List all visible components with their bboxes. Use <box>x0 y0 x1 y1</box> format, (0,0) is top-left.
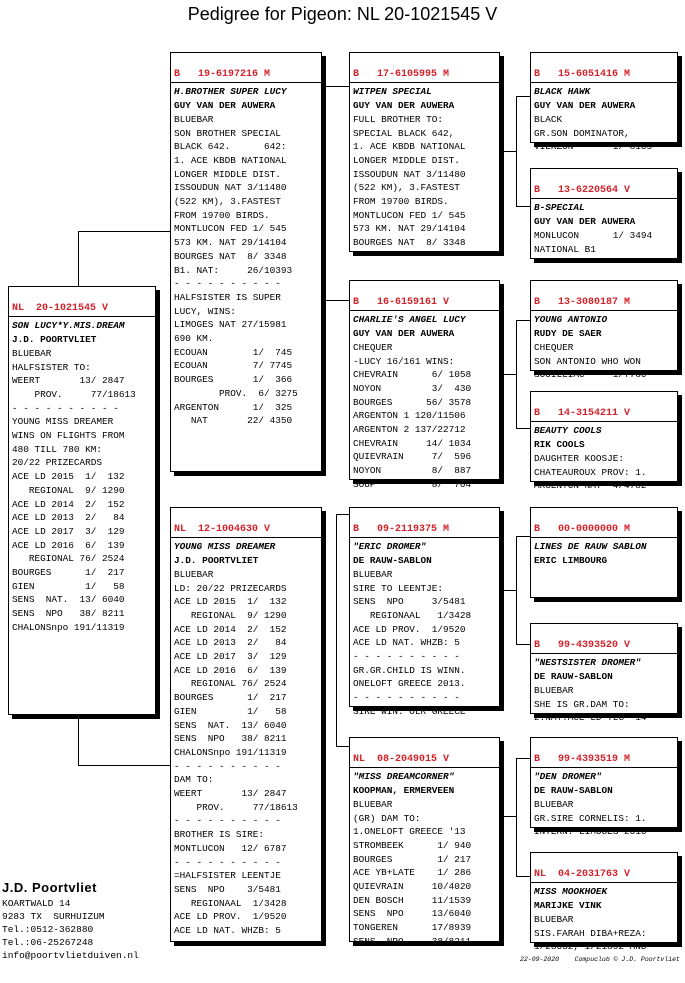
pedigree-line: SIRE WIN. OLR GREECE <box>353 705 466 717</box>
pedigree-line: SENS NAT. 13/ 6040 <box>12 594 125 606</box>
mother-dam-card[interactable] <box>349 737 500 947</box>
pedigree-line: ACE LD NAT. WHZB: 5 <box>353 637 460 649</box>
ring-number: B 19-6197216 M <box>171 68 321 84</box>
pedigree-line: LIMOGES NAT 27/15981 <box>174 319 287 331</box>
breeder-name: DE RAUW-SABLON <box>534 785 613 797</box>
pedigree-line: DEN BOSCH 11/1539 <box>353 894 472 906</box>
father-dam-card[interactable] <box>349 280 500 490</box>
pedigree-line: YOUNG MISS DREAMER <box>12 416 114 428</box>
pedigree-line: SOUILLIAC 1/7760 <box>534 369 647 381</box>
ring-number: B 13-6220564 V <box>531 184 677 200</box>
pedigree-line: FROM 19700 BIRDS. <box>174 209 270 221</box>
ring-number: NL 08-2049015 V <box>350 753 499 769</box>
pigeon-name: H.BROTHER SUPER LUCY <box>174 86 287 98</box>
breeder-name: GUY VAN DER AUWERA <box>174 100 276 112</box>
breeder-name: MARIJKE VINK <box>534 900 602 912</box>
pedigree-line: CHALONSnpo 191/11319 <box>12 621 125 633</box>
ring-number: NL 20-1021545 V <box>9 302 155 318</box>
ring-number: B 15-6051416 M <box>531 68 677 84</box>
pedigree-line: =HALFSISTER LEENTJE <box>174 870 281 882</box>
great-grandparent-card[interactable] <box>530 623 678 724</box>
ring-number: B 09-2119375 M <box>350 523 499 539</box>
pedigree-line: SON BROTHER SPECIAL <box>174 127 281 139</box>
breeder-name: GUY VAN DER AUWERA <box>353 328 455 340</box>
pedigree-line: SON ANTONIO WHO WON <box>534 355 641 367</box>
pedigree-line: PROV. 6/ 3275 <box>174 387 298 399</box>
pedigree-line: - - - - - - - - - - <box>174 760 281 772</box>
breeder-name: RUDY DE SAER <box>534 328 602 340</box>
pedigree-line: BLACK 642. 642: <box>174 141 287 153</box>
pedigree-line: LONGER MIDDLE DIST. <box>174 168 281 180</box>
pedigree-line: VIERZON 1/ 8105 <box>534 141 653 153</box>
pedigree-line: 690 KM. <box>174 333 214 345</box>
pedigree-line: SENS NPO 3/5481 <box>353 596 466 608</box>
pedigree-line: SENS NAT. 13/ 6040 <box>174 719 287 731</box>
pedigree-line: - - - - - - - - - - <box>174 278 281 290</box>
pedigree-line: CHEVRAIN 6/ 1058 <box>353 369 472 381</box>
pedigree-line: BLACK <box>534 113 563 125</box>
pedigree-line: (GR) DAM TO: <box>353 812 421 824</box>
pedigree-line: STROMBEEK 1/ 940 <box>353 839 472 851</box>
breeder-name: GUY VAN DER AUWERA <box>353 100 455 112</box>
pedigree-line: ACE LD PROV. 1/9520 <box>353 623 466 635</box>
pedigree-line: GIEN 1/ 58 <box>12 580 125 592</box>
pedigree-line: ACE LD 2013 2/ 84 <box>12 512 125 524</box>
pedigree-line: - - - - - - - - - - <box>353 651 460 663</box>
pedigree-line: ONELOFT GREECE 2013. <box>353 678 466 690</box>
pedigree-line: SENS NPO 38/ 8211 <box>174 733 287 745</box>
pedigree-line: BOURGES 1/ 217 <box>353 853 472 865</box>
pedigree-line: WINS ON FLIGHTS FROM <box>12 430 125 442</box>
pedigree-line: GR.GR.CHILD IS WINN. <box>353 664 466 676</box>
pedigree-line: MONTLUCON FED 1/ 545 <box>353 209 466 221</box>
pedigree-line: MONTLUCON 12/ 6787 <box>174 842 287 854</box>
pedigree-line: WEERT 13/ 2847 <box>12 375 125 387</box>
pedigree-line: GR.SIRE CORNELIS: 1. <box>534 812 647 824</box>
subject-card[interactable] <box>8 286 156 715</box>
pedigree-line: BOURGES 1/ 366 <box>174 374 293 386</box>
pedigree-line: 1. ACE KBDB NATIONAL <box>353 141 466 153</box>
ring-number: B 16-6159161 V <box>350 296 499 312</box>
pedigree-line: ACE LD 2015 1/ 132 <box>174 596 287 608</box>
pedigree-line: 1/28332, 1/21892 AND <box>534 941 647 953</box>
pedigree-line: HALFSISTER TO: <box>12 361 91 373</box>
pedigree-line: BOURGES 1/ 217 <box>174 692 287 704</box>
pedigree-line: 1.ONELOFT GREECE '13 <box>353 826 466 838</box>
pedigree-line: BOURGES NAT 8/ 3348 <box>353 237 466 249</box>
pedigree-line: SPECIAL BLACK 642, <box>353 127 455 139</box>
ring-number: B 99-4393520 V <box>531 639 677 655</box>
great-grandparent-card[interactable] <box>530 52 678 153</box>
pigeon-name: CHARLIE'S ANGEL LUCY <box>353 314 466 326</box>
pedigree-line: BLUEBAR <box>534 798 574 810</box>
pedigree-line: SIS.FARAH DIBA+REZA: <box>534 927 647 939</box>
pedigree-line: ACE LD NAT. WHZB: 5 <box>174 925 281 937</box>
pedigree-line: 573 KM. NAT 29/14104 <box>353 223 466 235</box>
pedigree-line: - - - - - - - - - - <box>12 402 119 414</box>
pedigree-line: BLUEBAR <box>353 798 393 810</box>
pedigree-line: BLUEBAR <box>534 913 574 925</box>
pedigree-line: BLUEBAR <box>174 113 214 125</box>
pedigree-line: NOYON 8/ 887 <box>353 465 472 477</box>
pedigree-line: ACE LD 2016 6/ 139 <box>174 664 287 676</box>
pigeon-name: LINES DE RAUW SABLON <box>534 541 647 553</box>
mother-sire-card[interactable] <box>349 507 500 717</box>
pedigree-line: SENS NPO 38/8211 <box>353 935 472 947</box>
ring-number: B 17-6105995 M <box>350 68 499 84</box>
ring-number: B 99-4393519 M <box>531 753 677 769</box>
pedigree-line: BLUEBAR <box>353 568 393 580</box>
pedigree-line: BLUEBAR <box>534 684 574 696</box>
pedigree-line: BOURGES NAT 8/ 3348 <box>174 250 287 262</box>
pedigree-line: 2.NAT.ACE LD YLG '14 <box>534 712 647 724</box>
pedigree-line: REGIONAL 9/ 1290 <box>174 609 287 621</box>
breeder-name: KOOPMAN, ERMERVEEN <box>353 785 455 797</box>
pedigree-line: ECOUAN 7/ 7745 <box>174 360 293 372</box>
breeder-name: ERIC LIMBOURG <box>534 555 608 567</box>
pigeon-name: WITPEN SPECIAL <box>353 86 432 98</box>
pedigree-line: GR.SON DOMINATOR, <box>534 127 630 139</box>
ring-number: NL 04-2031763 V <box>531 868 677 884</box>
owner-mobile: Tel.:06-25267248 <box>2 937 94 948</box>
pedigree-line: REGIONAL 9/ 1290 <box>12 484 125 496</box>
pigeon-name: BLACK HAWK <box>534 86 591 98</box>
pedigree-line: SIRE TO LEENTJE: <box>353 582 444 594</box>
pedigree-line: ACE LD 2017 3/ 129 <box>12 525 125 537</box>
great-grandparent-card[interactable] <box>530 280 678 381</box>
pedigree-line: 20/22 PRIZECARDS <box>12 457 103 469</box>
pedigree-line: BOURGES 1/ 217 <box>12 567 125 579</box>
pedigree-line: PROV. 77/18613 <box>174 801 298 813</box>
pedigree-line: ARGENTON 1/ 325 <box>174 401 293 413</box>
pedigree-line: BOURGES 56/ 3578 <box>353 396 472 408</box>
ring-number: B 13-3080187 M <box>531 296 677 312</box>
pedigree-line: 480 TILL 780 KM: <box>12 443 103 455</box>
pedigree-line: DAM TO: <box>174 774 214 786</box>
owner-name: J.D. Poortvliet <box>2 880 97 895</box>
pedigree-line: LUCY, WINS: <box>174 305 236 317</box>
pedigree-line: ISSOUDUN NAT 3/11480 <box>174 182 287 194</box>
breeder-name: GUY VAN DER AUWERA <box>534 100 636 112</box>
pigeon-name: "MISS DREAMCORNER" <box>353 771 455 783</box>
pigeon-name: "NESTSISTER DROMER" <box>534 657 641 669</box>
pedigree-line: FULL BROTHER TO: <box>353 113 444 125</box>
pedigree-line: TONGEREN 17/8939 <box>353 922 472 934</box>
owner-postcode: 9283 TX SURHUIZUM <box>2 911 105 922</box>
great-grandparent-card[interactable] <box>530 168 678 259</box>
pigeon-name: YOUNG MISS DREAMER <box>174 541 276 553</box>
pedigree-line: ACE LD 2016 6/ 139 <box>12 539 125 551</box>
pedigree-line: GIEN 1/ 58 <box>174 705 287 717</box>
pedigree-line: ARGENTON 2 137/22712 <box>353 424 466 436</box>
pedigree-line: ACE LD 2017 3/ 129 <box>174 651 287 663</box>
pedigree-line: MONTLUCON FED 1/ 545 <box>174 223 287 235</box>
pedigree-line: MONLUCON 1/ 3494 <box>534 229 653 241</box>
breeder-name: GUY VAN DER AUWERA <box>534 216 636 228</box>
pedigree-line: ECOUAN 1/ 745 <box>174 346 293 358</box>
pedigree-line: REGIONAAL 1/3428 <box>174 897 287 909</box>
breeder-name: DE RAUW-SABLON <box>534 671 613 683</box>
pedigree-line: INTERN. LIMOGES 2010 <box>534 826 647 838</box>
pedigree-line: (522 KM), 3.FASTEST <box>353 182 460 194</box>
great-grandparent-card[interactable] <box>530 507 678 598</box>
pigeon-name: BEAUTY COOLS <box>534 425 602 437</box>
pedigree-line: CHALONSnpo 191/11319 <box>174 746 287 758</box>
pedigree-line: 573 KM. NAT 29/14104 <box>174 237 287 249</box>
pedigree-line: (522 KM), 3.FASTEST <box>174 196 281 208</box>
pedigree-line: CHEQUER <box>353 341 393 353</box>
pedigree-line: WEERT 13/ 2847 <box>174 788 287 800</box>
great-grandparent-card[interactable] <box>530 852 678 953</box>
pedigree-line: ACE LD 2014 2/ 152 <box>12 498 125 510</box>
breeder-name: DE RAUW-SABLON <box>353 555 432 567</box>
pedigree-line: ACE LD 2014 2/ 152 <box>174 623 287 635</box>
pedigree-line: QUIEVRAIN 10/4020 <box>353 881 472 893</box>
pedigree-line: BROTHER IS SIRE: <box>174 829 265 841</box>
pedigree-line: NATIONAL B1 <box>534 243 596 255</box>
pedigree-line: LONGER MIDDLE DIST. <box>353 154 460 166</box>
pedigree-line: REGIONAL 76/ 2524 <box>12 553 125 565</box>
pedigree-line: - - - - - - - - - - <box>353 692 460 704</box>
pedigree-line: B1. NAT: 26/10393 <box>174 264 293 276</box>
great-grandparent-card[interactable] <box>530 737 678 838</box>
pedigree-line: DAUGHTER KOOSJE: <box>534 452 625 464</box>
pedigree-line: NOYON 3/ 430 <box>353 382 472 394</box>
pedigree-line: FROM 19700 BIRDS. <box>353 196 449 208</box>
pedigree-line: SOUP 8/ 704 <box>353 478 472 490</box>
owner-info <box>2 866 139 975</box>
breeder-name: J.D. POORTVLIET <box>12 334 97 346</box>
pedigree-line: ACE YB+LATE 1/ 286 <box>353 867 472 879</box>
pedigree-line: ACE LD 2013 2/ 84 <box>174 637 287 649</box>
pedigree-line: -LUCY 16/161 WINS: <box>353 355 455 367</box>
pedigree-line: HALFSISTER IS SUPER <box>174 291 281 303</box>
breeder-name: RIK COOLS <box>534 439 585 451</box>
pedigree-line: ISSOUDUN NAT 3/11480 <box>353 168 466 180</box>
breeder-name: J.D. POORTVLIET <box>174 555 259 567</box>
ring-number: NL 12-1004630 V <box>171 523 321 539</box>
pigeon-name: MISS MOOKHOEK <box>534 886 608 898</box>
pedigree-line: ARGENTON NAT 4/4782 <box>534 480 647 492</box>
pedigree-line: QUIEVRAIN 7/ 596 <box>353 451 472 463</box>
pigeon-name: "DEN DROMER" <box>534 771 602 783</box>
pedigree-line: CHATEAUROUX PROV: 1. <box>534 466 647 478</box>
pedigree-line: - - - - - - - - - - <box>174 856 281 868</box>
pedigree-line: - - - - - - - - - - <box>174 815 281 827</box>
owner-email[interactable]: info@poortvlietduiven.nl <box>2 950 139 961</box>
mother-card[interactable] <box>170 507 322 942</box>
pedigree-line: ARGENTON 1 120/11506 <box>353 410 466 422</box>
ring-number: B 00-0000000 M <box>531 523 677 539</box>
pedigree-line: ACE LD 2015 1/ 132 <box>12 471 125 483</box>
pedigree-line: REGIONAL 76/ 2524 <box>174 678 287 690</box>
pedigree-line: REGIONAAL 1/3428 <box>353 609 472 621</box>
pedigree-line: ACE LD PROV. 1/9520 <box>174 911 287 923</box>
father-card[interactable] <box>170 52 322 472</box>
pigeon-name: SON LUCY*Y.MIS.DREAM <box>12 320 125 332</box>
pigeon-name: YOUNG ANTONIO <box>534 314 608 326</box>
owner-address: KOARTWALD 14 <box>2 898 71 909</box>
pedigree-line: SENS NPO 38/ 8211 <box>12 608 125 620</box>
pedigree-line: SENS NPO 13/6040 <box>353 908 472 920</box>
pedigree-line: SENS NPO 3/5481 <box>174 883 281 895</box>
pigeon-name: B-SPECIAL <box>534 202 585 214</box>
pedigree-line: CHEVRAIN 14/ 1034 <box>353 437 472 449</box>
pedigree-line: SHE IS GR.DAM TO: <box>534 698 630 710</box>
footer-credit: 22-09-2020 Compuclub © J.D. Poortvliet <box>520 956 680 963</box>
page-title: Pedigree for Pigeon: NL 20-1021545 V <box>187 4 498 24</box>
pedigree-line: NAT 22/ 4350 <box>174 415 293 427</box>
pedigree-line: LD: 20/22 PRIZECARDS <box>174 582 287 594</box>
great-grandparent-card[interactable] <box>530 391 678 492</box>
pedigree-line: 1. ACE KBDB NATIONAL <box>174 154 287 166</box>
ring-number: B 14-3154211 V <box>531 407 677 423</box>
owner-phone: Tel.:0512-362880 <box>2 924 94 935</box>
pedigree-line: PROV. 77/18613 <box>12 388 136 400</box>
father-sire-card[interactable] <box>349 52 500 252</box>
pedigree-line: BLUEBAR <box>174 568 214 580</box>
pigeon-name: "ERIC DROMER" <box>353 541 427 553</box>
pedigree-line: CHEQUER <box>534 341 574 353</box>
pedigree-line: BLUEBAR <box>12 347 52 359</box>
